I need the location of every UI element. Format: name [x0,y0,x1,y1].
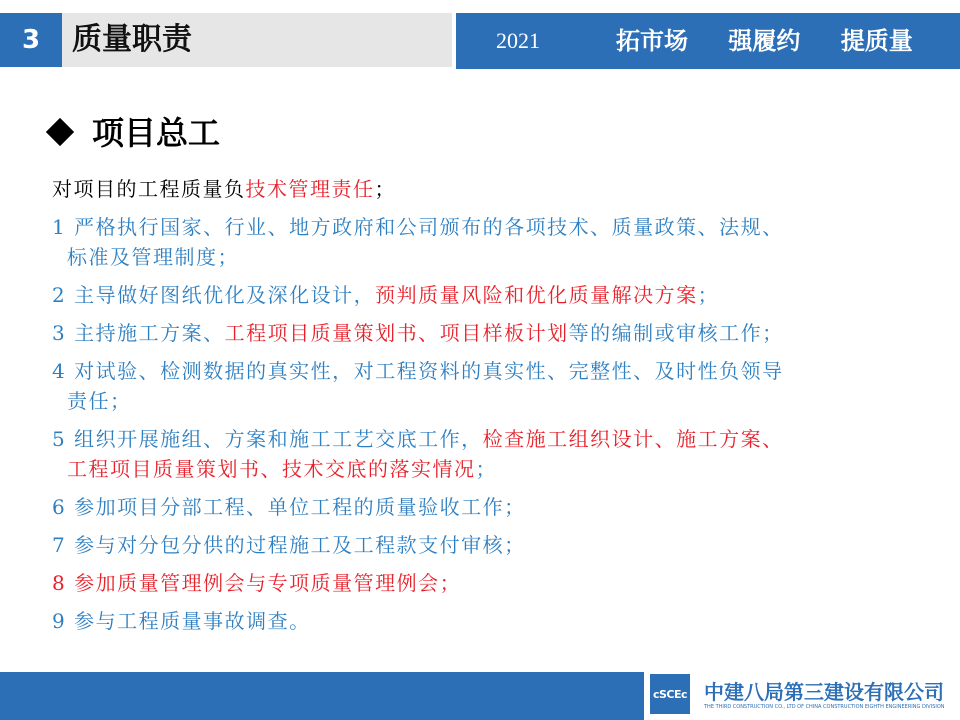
duty-list [52,174,942,644]
list-item-highlight: 预判质量风险和优化质量解决方案 [375,283,698,307]
list-item-continuation [52,454,942,484]
diamond-bullet-icon [46,117,74,145]
section-number-badge: 3 [0,13,62,67]
company-name-cn: 中建八局第三建设有限公司 [704,680,944,704]
list-item-text: 6 参加项目分部工程、单位工程的质量验收工作； [52,495,526,519]
footer-company-block [644,664,960,720]
slogan-item: 提质量 [840,27,913,55]
list-item-text: 8 参加质量管理例会与专项质量管理例会； [52,571,462,595]
header-banner [456,13,960,69]
list-item-text: 9 参与工程质量事故调查。 [52,609,311,633]
list-item-text: 3 主持施工方案、 [52,321,225,345]
list-item [52,492,942,522]
list-item-text: 1 严格执行国家、行业、地方政府和公司颁布的各项技术、质量政策、法规、 [52,215,784,239]
list-item-text: 7 参与对分包分供的过程施工及工程款支付审核； [52,533,526,557]
subheading [50,108,220,154]
section-title: 质量职责 [72,22,192,57]
company-logo-icon: cSCEc [650,674,690,714]
list-item-text: 5 组织开展施组、方案和施工工艺交底工作， [52,427,483,451]
list-item-tail: ； [697,283,720,307]
intro-highlight: 技术管理责任 [245,177,375,201]
intro-suffix: ； [374,177,396,201]
list-item [52,280,942,310]
company-name-en: THE THIRD CONSTRUCTION CO., LTD OF CHINA CONSTRUCTION EIGHTH ENGINEERING DIVISION [704,704,945,710]
list-item [52,356,942,416]
list-item-continuation: 标准及管理制度； [67,245,239,269]
list-item-tail: 等的编制或审核工作； [568,321,784,345]
list-item-highlight: 检查施工组织设计、施工方案、 [482,427,784,451]
list-item [52,606,942,636]
list-item [52,318,942,348]
header-slogans [616,13,913,69]
list-item [52,212,942,272]
list-item [52,530,942,560]
slogan-item: 拓市场 [616,27,688,55]
intro-line [52,174,942,204]
subheading-text: 项目总工 [92,114,221,152]
footer-bar [0,672,644,720]
header-year: 2021 [496,28,540,53]
list-item-text: 4 对试验、检测数据的真实性，对工程资料的真实性、完整性、及时性负领导 [52,359,784,383]
list-item-highlight: 工程项目质量策划书、技术交底的落实情况 [67,457,476,481]
list-item-continuation: 责任； [67,389,132,413]
list-item-tail: ； [475,457,497,481]
slogan-item: 强履约 [728,27,801,55]
intro-prefix: 对项目的工程质量负 [52,177,246,201]
list-item [52,424,942,484]
list-item [52,568,942,598]
list-item-text: 2 主导做好图纸优化及深化设计， [52,283,376,307]
header-left-bar [0,13,452,67]
list-item-highlight: 工程项目质量策划书、项目样板计划 [224,321,569,345]
